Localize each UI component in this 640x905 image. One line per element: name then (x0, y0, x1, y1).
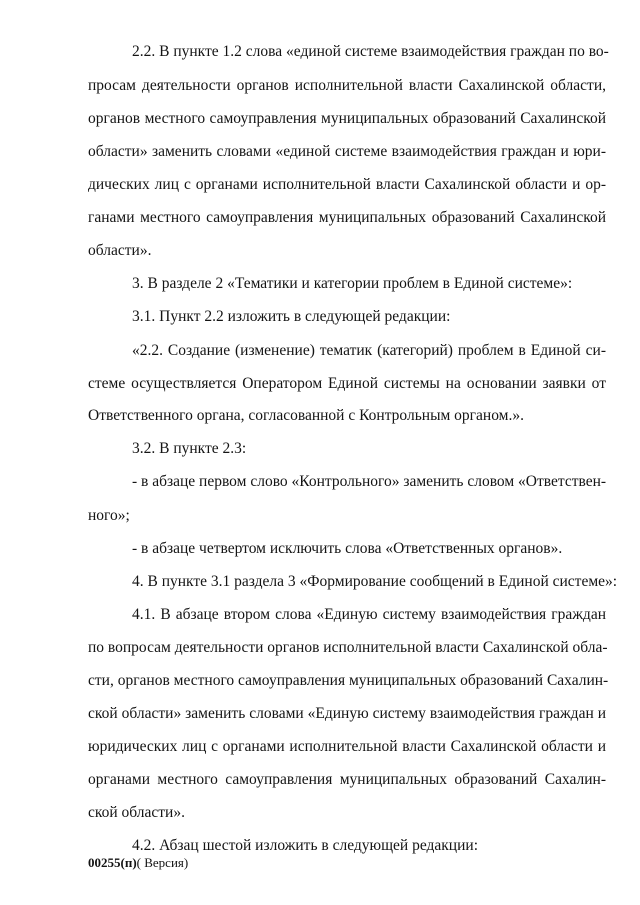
text-line: сти, органов местного самоуправления муниципальных образований Сахалин- (88, 672, 609, 689)
document-code: 00255(п) (88, 855, 137, 870)
text-line: области» заменить словами «единой системе взаимодействия граждан и юри- (88, 143, 606, 160)
document-footer (88, 855, 188, 871)
text-line: ного»; (88, 507, 130, 524)
text-line: 3.1. Пункт 2.2 изложить в следующей редакции: (132, 308, 451, 325)
text-line: Ответственного органа, согласованной с Контрольным органом.». (88, 407, 524, 424)
text-line: ской области» заменить словами «Единую систему взаимодействия граждан и (88, 705, 606, 722)
text-line: дических лиц с органами исполнительной власти Сахалинской области и ор- (88, 176, 606, 193)
text-line: юридических лиц с органами исполнительной власти Сахалинской области и (88, 738, 606, 755)
text-line: 3. В разделе 2 «Тематики и категории проблем в Единой системе»: (132, 275, 573, 292)
text-line: 4.1. В абзаце втором слова «Единую систему взаимодействия граждан (132, 606, 606, 623)
text-line: ской области». (88, 804, 185, 821)
text-line: 4. В пункте 3.1 раздела 3 «Формирование сообщений в Единой системе»: (132, 573, 618, 590)
text-line: - в абзаце первом слово «Контрольного» заменить словом «Ответствен- (132, 473, 607, 490)
text-line: ганами местного самоуправления муниципальных образований Сахалинской (88, 209, 606, 226)
text-line: 3.2. В пункте 2.3: (132, 440, 247, 457)
text-line: «2.2. Создание (изменение) тематик (категорий) проблем в Единой си- (132, 342, 606, 359)
text-line: просам деятельности органов исполнительной власти Сахалинской области, (88, 77, 606, 94)
text-line: - в абзаце четвертом исключить слова «Ответственных органов». (132, 540, 563, 557)
text-line: стеме осуществляется Оператором Единой системы на основании заявки от (88, 375, 606, 392)
text-line: области». (88, 242, 152, 259)
text-line: органами местного самоуправления муниципальных образований Сахалин- (88, 771, 606, 788)
text-line: по вопросам деятельности органов исполнительной власти Сахалинской обла- (88, 639, 608, 656)
text-line: органов местного самоуправления муниципальных образований Сахалинской (88, 110, 606, 127)
document-version: ( Версия) (136, 855, 189, 870)
text-line: 2.2. В пункте 1.2 слова «единой системе взаимодействия граждан по во- (132, 43, 609, 60)
text-line: 4.2. Абзац шестой изложить в следующей редакции: (132, 837, 478, 854)
